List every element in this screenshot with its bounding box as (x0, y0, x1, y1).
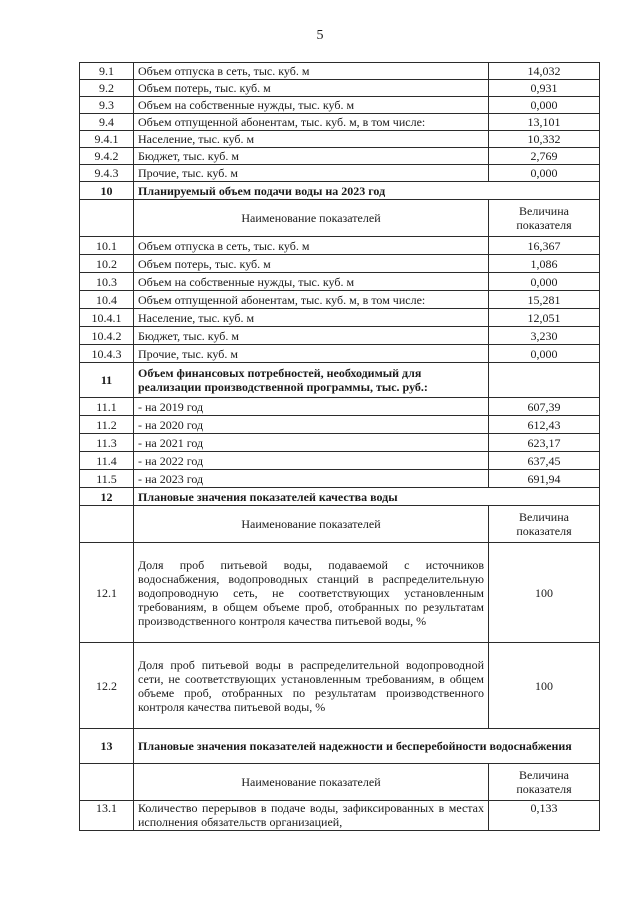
header-value: Величина показателя (489, 764, 600, 801)
row-number: 9.1 (80, 63, 134, 80)
header-row (80, 506, 600, 543)
table-row (80, 801, 600, 831)
table-row (80, 327, 600, 345)
row-number: 9.4 (80, 114, 134, 131)
row-name: Прочие, тыс. куб. м (134, 345, 489, 363)
header-spacer (80, 764, 134, 801)
row-number: 10.4.3 (80, 345, 134, 363)
row-value: 15,281 (489, 291, 600, 309)
row-number: 10.4.2 (80, 327, 134, 345)
row-value: 100 (489, 543, 600, 643)
section-title: Объем финансовых потребностей, необходимый для реализации производственной программы, тыс. руб.: (134, 363, 489, 398)
row-name: Доля проб питьевой воды в распределительной водопроводной сети, не соответствующих установленным требованиям, в общем объеме проб, отобранных по результатам производственного контроля качества питьевой воды, % (134, 643, 489, 729)
row-value: 0,000 (489, 273, 600, 291)
header-row (80, 200, 600, 237)
row-name: Объем отпущенной абонентам, тыс. куб. м, в том числе: (134, 114, 489, 131)
row-number: 11.5 (80, 470, 134, 488)
row-name: - на 2022 год (134, 452, 489, 470)
row-value: 623,17 (489, 434, 600, 452)
section-row (80, 488, 600, 506)
row-value: 1,086 (489, 255, 600, 273)
section-number: 10 (80, 182, 134, 200)
row-name: - на 2023 год (134, 470, 489, 488)
page-number: 5 (316, 28, 324, 43)
table-row (80, 543, 600, 643)
row-name: - на 2020 год (134, 416, 489, 434)
row-number: 10.2 (80, 255, 134, 273)
row-value: 14,032 (489, 63, 600, 80)
table-row (80, 165, 600, 182)
table-row (80, 97, 600, 114)
section-title: Плановые значения показателей надежности и бесперебойности водоснабжения (134, 729, 600, 764)
row-value: 607,39 (489, 398, 600, 416)
table-row (80, 643, 600, 729)
row-name: Объем отпуска в сеть, тыс. куб. м (134, 237, 489, 255)
row-value: 13,101 (489, 114, 600, 131)
header-spacer (80, 506, 134, 543)
row-name: Объем отпуска в сеть, тыс. куб. м (134, 63, 489, 80)
section-number: 12 (80, 488, 134, 506)
row-name: Объем потерь, тыс. куб. м (134, 255, 489, 273)
row-name: Количество перерывов в подаче воды, зафиксированных в местах исполнения обязательств организацией, (134, 801, 489, 831)
row-value: 0,000 (489, 345, 600, 363)
table-row (80, 148, 600, 165)
table-row (80, 309, 600, 327)
row-name: Объем на собственные нужды, тыс. куб. м (134, 273, 489, 291)
table-row (80, 131, 600, 148)
table-row (80, 398, 600, 416)
table-row (80, 237, 600, 255)
section-row (80, 363, 600, 398)
row-name: Объем потерь, тыс. куб. м (134, 80, 489, 97)
row-value: 0,931 (489, 80, 600, 97)
header-spacer (80, 200, 134, 237)
row-number: 11.1 (80, 398, 134, 416)
section-number: 11 (80, 363, 134, 398)
table-row (80, 434, 600, 452)
row-number: 12.1 (80, 543, 134, 643)
row-number: 9.4.1 (80, 131, 134, 148)
header-name: Наименование показателей (134, 200, 489, 237)
row-value: 10,332 (489, 131, 600, 148)
section-title: Планируемый объем подачи воды на 2023 год (134, 182, 600, 200)
row-value: 16,367 (489, 237, 600, 255)
header-row (80, 764, 600, 801)
row-value: 0,000 (489, 97, 600, 114)
row-value: 691,94 (489, 470, 600, 488)
row-number: 10.4 (80, 291, 134, 309)
row-name: Доля проб питьевой воды, подаваемой с источников водоснабжения, водопроводных станций в распределительную водопроводную сеть, не соответствующих установленным требованиям, в общем объеме проб, отобранных по результатам производственного контроля качества питьевой воды, % (134, 543, 489, 643)
table-row (80, 470, 600, 488)
section-number: 13 (80, 729, 134, 764)
section-value-empty (489, 363, 600, 398)
table-row (80, 63, 600, 80)
row-value: 12,051 (489, 309, 600, 327)
row-number: 11.3 (80, 434, 134, 452)
row-number: 13.1 (80, 801, 134, 831)
row-number: 10.1 (80, 237, 134, 255)
row-name: Бюджет, тыс. куб. м (134, 148, 489, 165)
row-number: 11.4 (80, 452, 134, 470)
row-value: 2,769 (489, 148, 600, 165)
table-row (80, 345, 600, 363)
row-value: 0,133 (489, 801, 600, 831)
row-name: - на 2019 год (134, 398, 489, 416)
row-name: Объем на собственные нужды, тыс. куб. м (134, 97, 489, 114)
row-number: 12.2 (80, 643, 134, 729)
section-title: Плановые значения показателей качества воды (134, 488, 600, 506)
indicators-table (79, 62, 600, 831)
row-number: 10.3 (80, 273, 134, 291)
table-row (80, 416, 600, 434)
row-value: 612,43 (489, 416, 600, 434)
table-row (80, 80, 600, 97)
table-row (80, 291, 600, 309)
row-number: 10.4.1 (80, 309, 134, 327)
row-name: Население, тыс. куб. м (134, 131, 489, 148)
row-name: Прочие, тыс. куб. м (134, 165, 489, 182)
row-name: - на 2021 год (134, 434, 489, 452)
table-row (80, 273, 600, 291)
row-number: 9.3 (80, 97, 134, 114)
header-name: Наименование показателей (134, 764, 489, 801)
row-value: 0,000 (489, 165, 600, 182)
row-value: 637,45 (489, 452, 600, 470)
section-row (80, 729, 600, 764)
row-number: 9.2 (80, 80, 134, 97)
table-row (80, 114, 600, 131)
header-name: Наименование показателей (134, 506, 489, 543)
row-value: 100 (489, 643, 600, 729)
row-number: 9.4.3 (80, 165, 134, 182)
header-value: Величина показателя (489, 200, 600, 237)
table-row (80, 255, 600, 273)
section-row (80, 182, 600, 200)
row-value: 3,230 (489, 327, 600, 345)
row-name: Бюджет, тыс. куб. м (134, 327, 489, 345)
row-name: Население, тыс. куб. м (134, 309, 489, 327)
table-row (80, 452, 600, 470)
header-value: Величина показателя (489, 506, 600, 543)
row-number: 11.2 (80, 416, 134, 434)
row-name: Объем отпущенной абонентам, тыс. куб. м, в том числе: (134, 291, 489, 309)
row-number: 9.4.2 (80, 148, 134, 165)
